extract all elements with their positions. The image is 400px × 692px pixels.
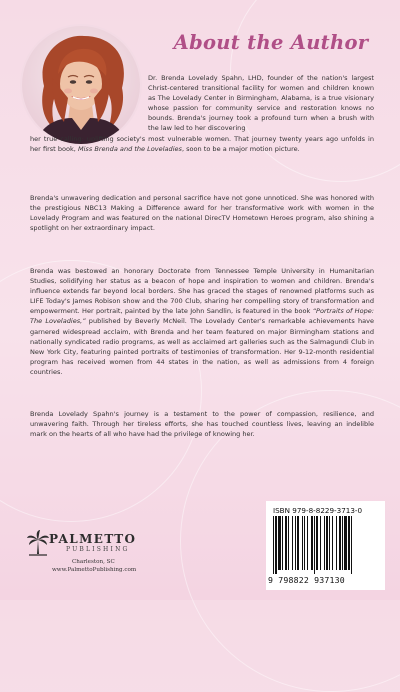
book-title-miss-brenda: Miss Brenda and the Loveladies	[77, 144, 182, 153]
palmetto-tree-icon	[26, 530, 50, 556]
bio-paragraph-1	[30, 73, 374, 154]
barcode-bar	[326, 516, 328, 570]
barcode-bar	[339, 516, 341, 570]
barcode-bar	[329, 516, 330, 570]
bio-p1-part-a-continued: her true calling: uplifting society's most vulnerable women. That journey twenty years ago unfolds in her first book,	[30, 134, 374, 153]
book-title-portraits-of-hope: “Portraits of Hope: The Loveladies,”	[30, 307, 374, 326]
barcode-bar	[307, 516, 308, 570]
barcode-bar	[351, 516, 352, 574]
barcode-bar	[304, 516, 305, 570]
barcode-bar	[314, 516, 315, 574]
bio-p3-part-a: Brenda was bestowed an honorary Doctorate from Tennessee Temple University in Humanitarian Studies, solidifying her status as a beacon of hope and inspiration to women and children. Brenda's influence extends far beyond local borders. She has graced the stages of renowned platforms such as LIFE Today's James Robison show and the 700 Club, sharing her compelling story of transformation and empowerment. Her portrait, painted by the late John Sandlin, is featured in the book	[30, 267, 374, 316]
bio-p3-part-b: published by Beverly McNeil. The Lovelady Center's remarkable achievements have garnered widespread acclaim, with Brenda and her team featured on major Birmingham stations and nationally syndicated radio programs, as well as acclaimed art galleries such as the Salmagundi Club in New York City, featuring painted portraits of testimonies of transformation. Her 9-12-month residential program has received women from 44 states in the nation, as well as admissions from 4 foreign countries.	[30, 317, 375, 376]
barcode-bar	[302, 516, 303, 570]
barcode-bar	[348, 516, 350, 570]
barcode-bar	[336, 516, 337, 570]
publisher-subtitle: PUBLISHING	[66, 546, 130, 553]
barcode-bar	[292, 516, 293, 570]
publisher-city: Charleston, SC	[72, 559, 115, 565]
barcode-bar	[324, 516, 325, 570]
bio-paragraph-2: Brenda's unwavering dedication and personal sacrifice have not gone unnoticed. She was honored with the prestigious NBC13 Making a Difference award for her transformative work with women in the Lovelady Program and was featured on the national DirecTV Hometown Heroes program, also shining a spotlight on her extraordinary impact.	[30, 194, 374, 233]
barcode-bar	[316, 516, 318, 570]
isbn-label: ISBN 979-8-8229-3713-0	[273, 506, 363, 515]
barcode-bar	[295, 516, 296, 570]
barcode-bar	[273, 516, 274, 574]
barcode-bar	[320, 516, 321, 570]
barcode-bar	[285, 516, 287, 570]
bio-p1-part-a: Dr. Brenda Lovelady Spahn, LHD, founder of the nation's largest Christ-centered transitional facility for women and children known as The Lovelady Center in Birmingham, Alabama, is a true visionary whose passion for community service and restoration knows no bounds. Brenda's journey took a profound turn when a brush with the law led to her discovering	[148, 74, 374, 133]
barcode-bar	[311, 516, 313, 570]
barcode-digits: 9 798822 937130	[268, 575, 345, 585]
barcode-box	[266, 501, 385, 590]
bio-paragraph-3	[30, 266, 374, 377]
barcode-bar	[297, 516, 299, 570]
publisher-name: PALMETTO	[49, 532, 137, 546]
bio-p1-part-b: , soon to be a major motion picture.	[181, 144, 300, 153]
barcode-bar	[288, 516, 289, 570]
barcode-bar	[278, 516, 281, 570]
barcode-bar	[344, 516, 347, 570]
publisher-url: www.PalmettoPublishing.com	[52, 567, 137, 573]
barcode-bars	[273, 516, 379, 574]
barcode-bar	[282, 516, 283, 570]
barcode-bar	[332, 516, 333, 570]
bio-paragraph-4: Brenda Lovelady Spahn's journey is a testament to the power of compassion, resilience, and unwavering faith. Through her tireless efforts, she has touched countless lives, leaving an indelible mark on the hearts of all who have had the privilege of knowing her.	[30, 410, 374, 439]
publisher-logo	[26, 532, 136, 592]
barcode-bar	[342, 516, 343, 570]
section-heading: About the Author	[173, 31, 369, 54]
barcode-bar	[275, 516, 277, 574]
